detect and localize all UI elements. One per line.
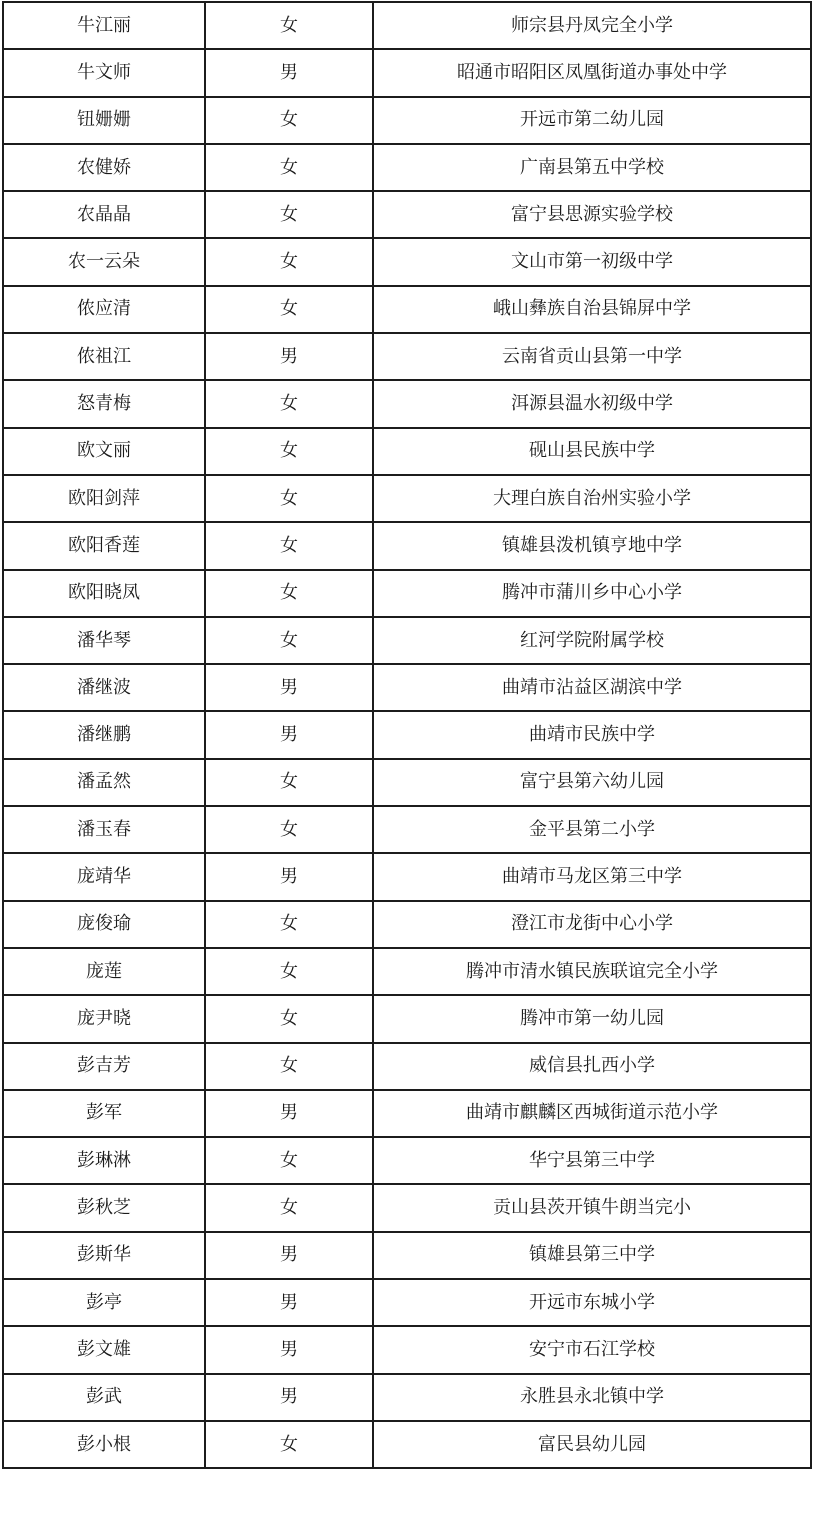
name-cell: 潘华琴 (3, 617, 205, 664)
school-cell: 文山市第一初级中学 (373, 238, 811, 285)
gender-cell: 男 (205, 1090, 373, 1137)
gender-cell: 女 (205, 1043, 373, 1090)
school-cell: 华宁县第三中学 (373, 1137, 811, 1184)
gender-cell: 女 (205, 1421, 373, 1468)
school-cell: 澄江市龙街中心小学 (373, 901, 811, 948)
gender-cell: 男 (205, 49, 373, 96)
table-row (3, 1184, 811, 1231)
table-row (3, 380, 811, 427)
roster-table-container (2, 1, 810, 1469)
gender-cell: 女 (205, 286, 373, 333)
table-row (3, 49, 811, 96)
gender-cell: 男 (205, 664, 373, 711)
name-cell: 彭文雄 (3, 1326, 205, 1373)
gender-cell: 女 (205, 948, 373, 995)
gender-cell: 女 (205, 144, 373, 191)
name-cell: 怒青梅 (3, 380, 205, 427)
name-cell: 彭吉芳 (3, 1043, 205, 1090)
name-cell: 农晶晶 (3, 191, 205, 238)
table-row (3, 570, 811, 617)
name-cell: 侬祖江 (3, 333, 205, 380)
table-row (3, 1137, 811, 1184)
table-row (3, 2, 811, 49)
table-row (3, 664, 811, 711)
table-row (3, 1374, 811, 1421)
school-cell: 师宗县丹凤完全小学 (373, 2, 811, 49)
school-cell: 贡山县茨开镇牛朗当完小 (373, 1184, 811, 1231)
table-row (3, 759, 811, 806)
gender-cell: 女 (205, 97, 373, 144)
gender-cell: 女 (205, 522, 373, 569)
name-cell: 农一云朵 (3, 238, 205, 285)
name-cell: 欧阳晓凤 (3, 570, 205, 617)
school-cell: 昭通市昭阳区凤凰街道办事处中学 (373, 49, 811, 96)
gender-cell: 男 (205, 711, 373, 758)
gender-cell: 女 (205, 1184, 373, 1231)
name-cell: 潘孟然 (3, 759, 205, 806)
name-cell: 彭军 (3, 1090, 205, 1137)
school-cell: 红河学院附属学校 (373, 617, 811, 664)
table-row (3, 853, 811, 900)
table-row (3, 617, 811, 664)
school-cell: 曲靖市麒麟区西城街道示范小学 (373, 1090, 811, 1137)
name-cell: 牛江丽 (3, 2, 205, 49)
school-cell: 永胜县永北镇中学 (373, 1374, 811, 1421)
school-cell: 富民县幼儿园 (373, 1421, 811, 1468)
gender-cell: 女 (205, 2, 373, 49)
school-cell: 开远市东城小学 (373, 1279, 811, 1326)
name-cell: 彭武 (3, 1374, 205, 1421)
table-row (3, 1326, 811, 1373)
table-row (3, 191, 811, 238)
name-cell: 彭斯华 (3, 1232, 205, 1279)
school-cell: 金平县第二小学 (373, 806, 811, 853)
name-cell: 潘继波 (3, 664, 205, 711)
table-row (3, 286, 811, 333)
school-cell: 云南省贡山县第一中学 (373, 333, 811, 380)
school-cell: 峨山彝族自治县锦屏中学 (373, 286, 811, 333)
school-cell: 镇雄县第三中学 (373, 1232, 811, 1279)
school-cell: 开远市第二幼儿园 (373, 97, 811, 144)
table-row (3, 1279, 811, 1326)
school-cell: 腾冲市蒲川乡中心小学 (373, 570, 811, 617)
name-cell: 彭秋芝 (3, 1184, 205, 1231)
name-cell: 彭小根 (3, 1421, 205, 1468)
gender-cell: 女 (205, 617, 373, 664)
school-cell: 富宁县第六幼儿园 (373, 759, 811, 806)
table-row (3, 144, 811, 191)
gender-cell: 男 (205, 333, 373, 380)
gender-cell: 女 (205, 570, 373, 617)
name-cell: 潘玉春 (3, 806, 205, 853)
table-row (3, 1090, 811, 1137)
school-cell: 镇雄县泼机镇亨地中学 (373, 522, 811, 569)
school-cell: 曲靖市马龙区第三中学 (373, 853, 811, 900)
gender-cell: 女 (205, 191, 373, 238)
school-cell: 洱源县温水初级中学 (373, 380, 811, 427)
table-row (3, 522, 811, 569)
gender-cell: 女 (205, 1137, 373, 1184)
table-row (3, 995, 811, 1042)
table-row (3, 1421, 811, 1468)
name-cell: 钮姗姗 (3, 97, 205, 144)
gender-cell: 女 (205, 806, 373, 853)
table-row (3, 1043, 811, 1090)
school-cell: 富宁县思源实验学校 (373, 191, 811, 238)
table-row (3, 238, 811, 285)
gender-cell: 男 (205, 853, 373, 900)
school-cell: 砚山县民族中学 (373, 428, 811, 475)
name-cell: 农健娇 (3, 144, 205, 191)
school-cell: 威信县扎西小学 (373, 1043, 811, 1090)
gender-cell: 女 (205, 995, 373, 1042)
gender-cell: 女 (205, 428, 373, 475)
school-cell: 腾冲市第一幼儿园 (373, 995, 811, 1042)
name-cell: 潘继鹏 (3, 711, 205, 758)
table-row (3, 711, 811, 758)
gender-cell: 男 (205, 1326, 373, 1373)
name-cell: 庞尹晓 (3, 995, 205, 1042)
name-cell: 欧阳香莲 (3, 522, 205, 569)
school-cell: 大理白族自治州实验小学 (373, 475, 811, 522)
roster-table (2, 1, 812, 1469)
table-row (3, 948, 811, 995)
roster-table-body (3, 2, 811, 1468)
gender-cell: 女 (205, 759, 373, 806)
school-cell: 广南县第五中学校 (373, 144, 811, 191)
school-cell: 腾冲市清水镇民族联谊完全小学 (373, 948, 811, 995)
table-row (3, 901, 811, 948)
name-cell: 彭琳淋 (3, 1137, 205, 1184)
gender-cell: 男 (205, 1279, 373, 1326)
table-row (3, 475, 811, 522)
table-row (3, 97, 811, 144)
table-row (3, 333, 811, 380)
school-cell: 曲靖市民族中学 (373, 711, 811, 758)
school-cell: 曲靖市沾益区湖滨中学 (373, 664, 811, 711)
name-cell: 欧阳剑萍 (3, 475, 205, 522)
name-cell: 庞俊瑜 (3, 901, 205, 948)
name-cell: 庞靖华 (3, 853, 205, 900)
gender-cell: 男 (205, 1232, 373, 1279)
gender-cell: 女 (205, 475, 373, 522)
gender-cell: 男 (205, 1374, 373, 1421)
name-cell: 牛文师 (3, 49, 205, 96)
gender-cell: 女 (205, 380, 373, 427)
table-row (3, 1232, 811, 1279)
name-cell: 彭亭 (3, 1279, 205, 1326)
name-cell: 欧文丽 (3, 428, 205, 475)
table-row (3, 428, 811, 475)
name-cell: 侬应清 (3, 286, 205, 333)
gender-cell: 女 (205, 901, 373, 948)
name-cell: 庞莲 (3, 948, 205, 995)
school-cell: 安宁市石江学校 (373, 1326, 811, 1373)
gender-cell: 女 (205, 238, 373, 285)
table-row (3, 806, 811, 853)
